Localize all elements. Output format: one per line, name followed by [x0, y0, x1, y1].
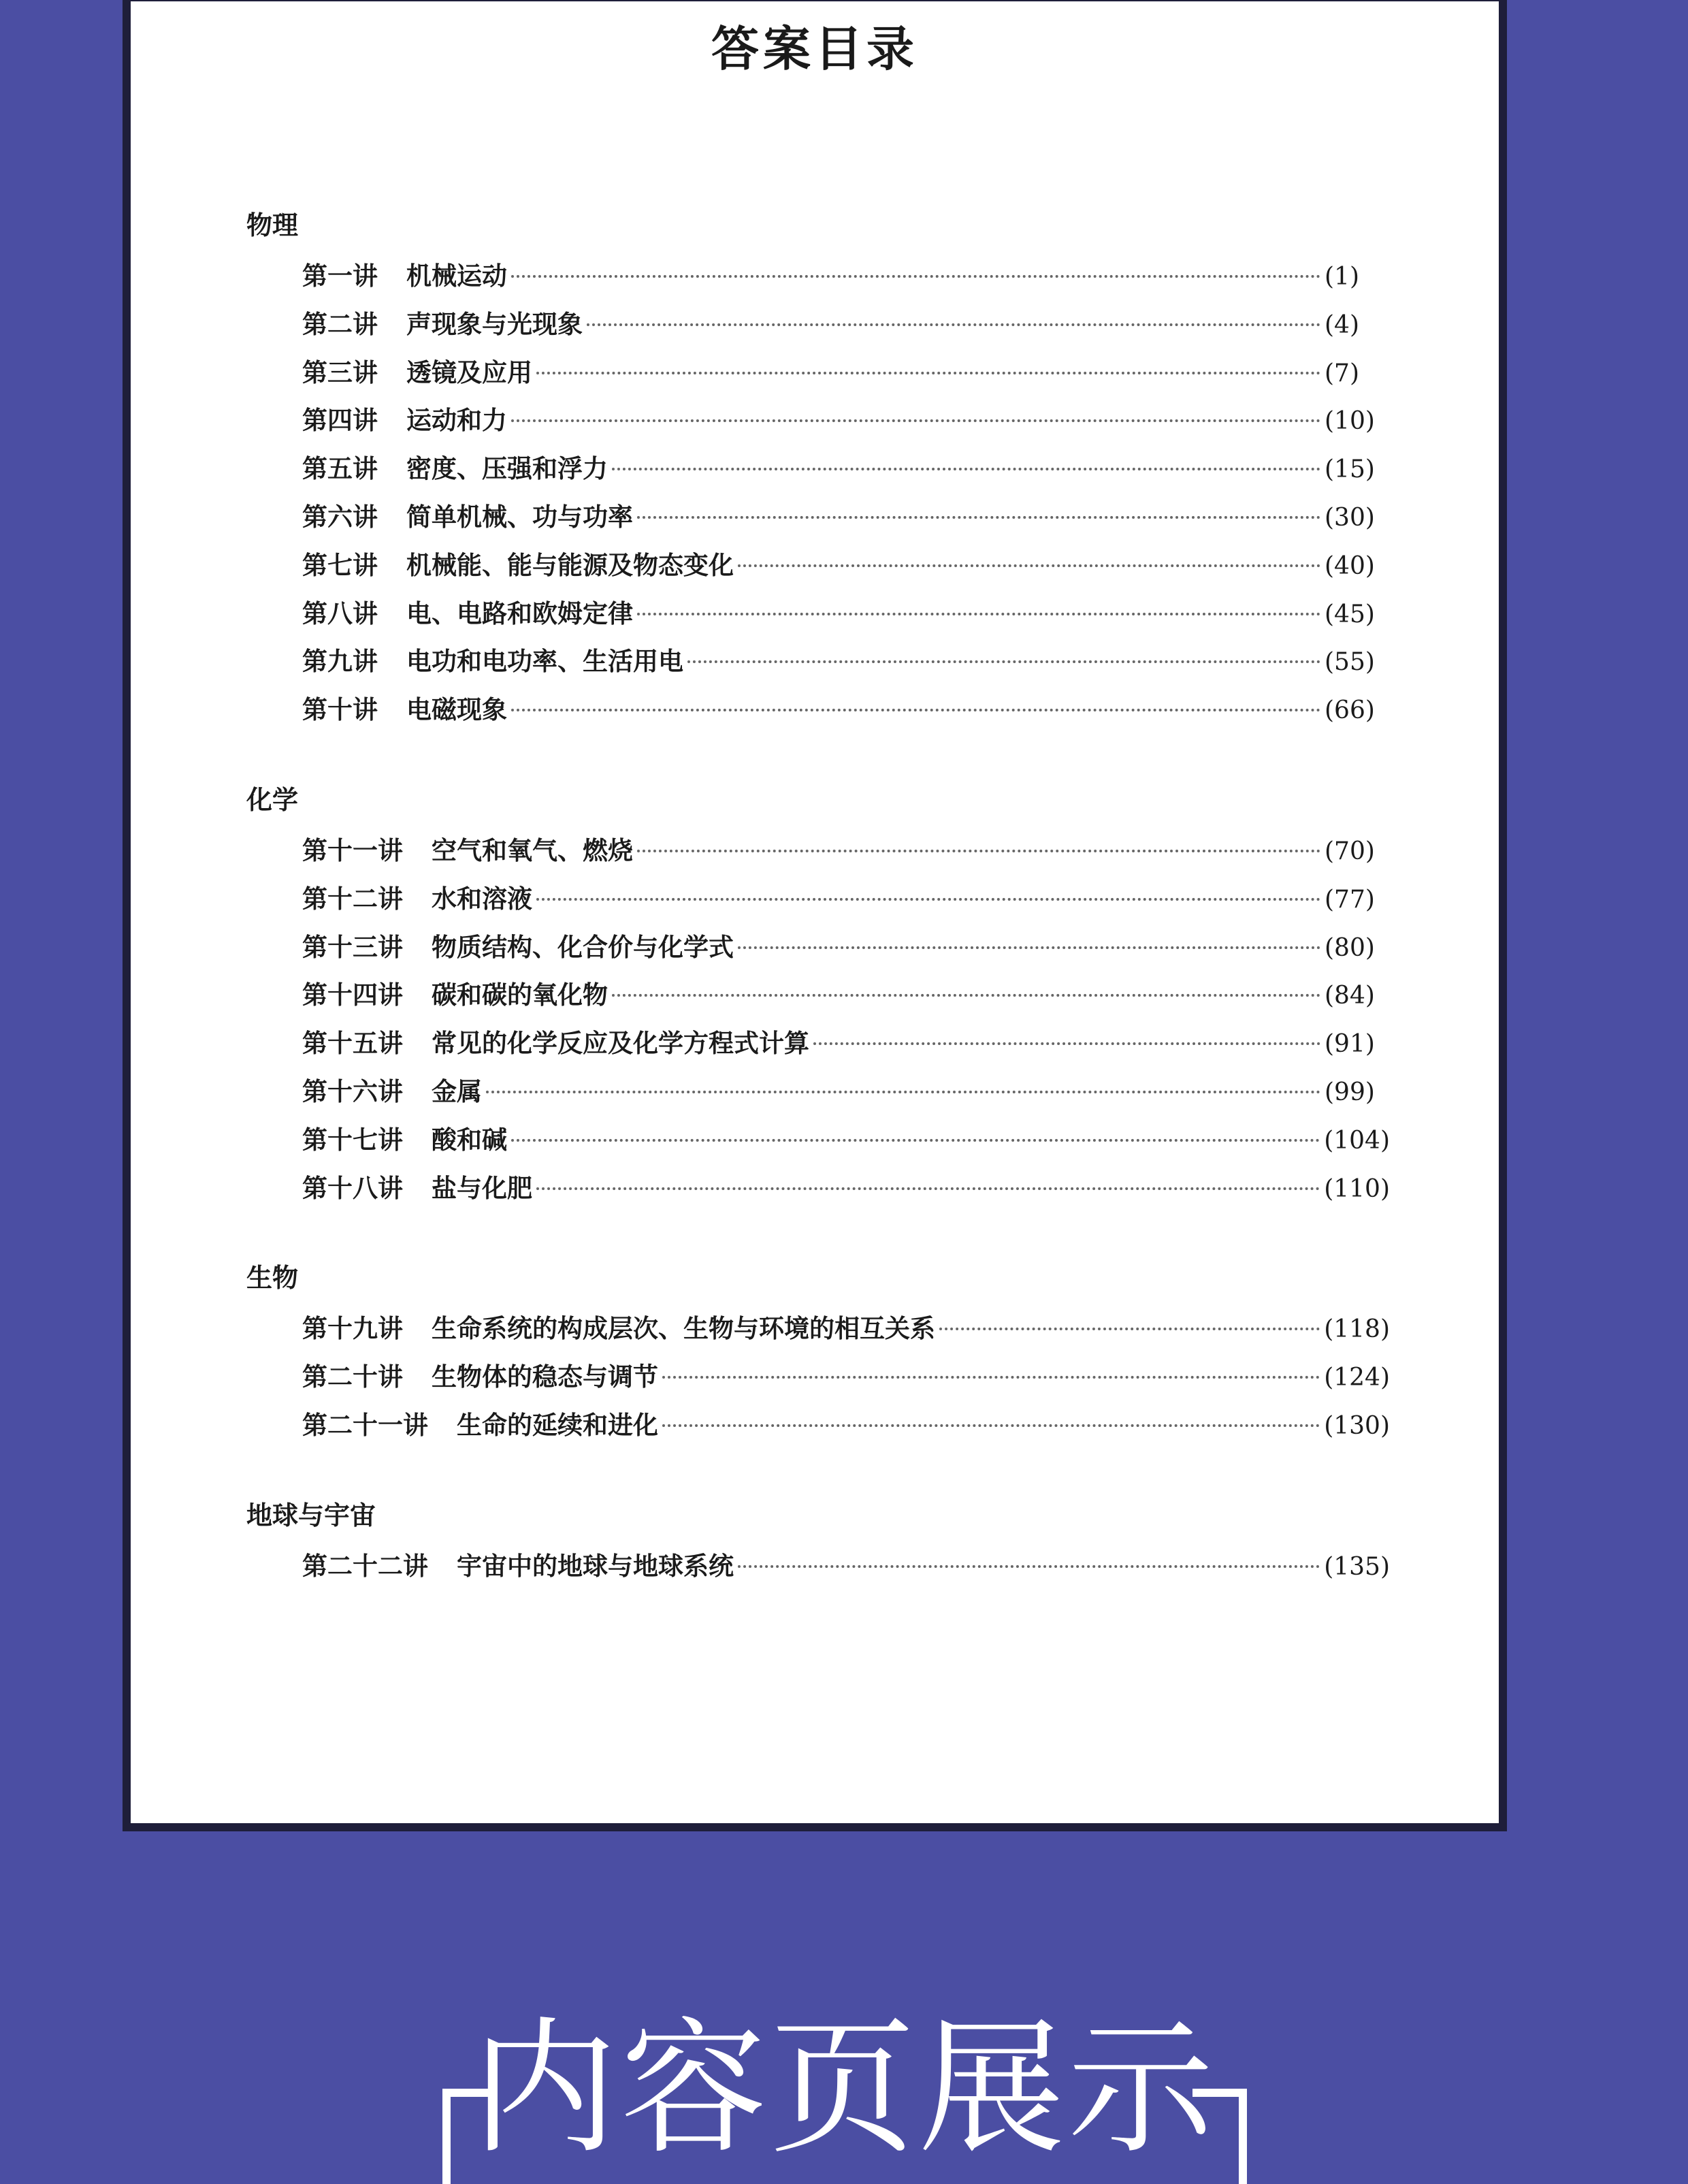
entry-topic: 生命系统的构成层次、生物与环境的相互关系	[432, 1313, 935, 1344]
entry-page-number: (77)	[1325, 885, 1375, 914]
banner-text: 内容页展示	[471, 2003, 1217, 2174]
entry-lecture: 第二十二讲	[302, 1550, 428, 1581]
entry-page-number: (130)	[1324, 1411, 1390, 1440]
entry-topic: 水和溶液	[432, 883, 532, 914]
page-title: 答案目录	[711, 21, 918, 77]
dot-leader	[637, 613, 1320, 615]
toc-entry[interactable]	[246, 1542, 1390, 1590]
entry-lecture: 第六讲	[302, 501, 378, 532]
entry-page-number: (135)	[1324, 1552, 1390, 1581]
entry-lecture: 第十讲	[302, 694, 378, 725]
right-bracket-decoration	[1192, 2089, 1247, 2184]
entry-page-number: (124)	[1324, 1364, 1390, 1392]
entry-page-number: (70)	[1325, 837, 1375, 865]
section-title: 地球与宇宙	[246, 1499, 376, 1530]
toc-entry[interactable]	[246, 826, 1390, 875]
toc-entry[interactable]	[246, 637, 1390, 686]
dot-leader	[662, 1376, 1320, 1379]
entry-lecture: 第十四讲	[302, 980, 403, 1010]
entry-page-number: (15)	[1325, 455, 1375, 484]
entry-topic: 电磁现象	[406, 694, 507, 725]
section-earth-and-universe	[246, 1496, 1390, 1590]
dot-leader	[637, 516, 1320, 519]
dot-leader	[738, 564, 1320, 567]
dot-leader	[612, 468, 1320, 470]
entry-lecture: 第十六讲	[302, 1076, 403, 1106]
dot-leader	[587, 323, 1320, 326]
dot-leader	[511, 419, 1320, 422]
entry-page-number: (4)	[1325, 310, 1359, 339]
dot-leader	[536, 372, 1320, 374]
toc-entry[interactable]	[246, 1304, 1390, 1353]
entry-page-number: (7)	[1325, 359, 1359, 387]
footer-banner	[0, 2002, 1688, 2174]
entry-topic: 金属	[432, 1076, 482, 1106]
entry-page-number: (110)	[1324, 1174, 1390, 1203]
toc-entry[interactable]	[246, 493, 1390, 541]
entry-page-number: (104)	[1324, 1126, 1390, 1155]
entry-topic: 声现象与光现象	[406, 308, 583, 339]
entry-lecture: 第四讲	[302, 405, 378, 436]
toc-entry[interactable]	[246, 923, 1390, 971]
dot-leader	[738, 1565, 1320, 1568]
entry-lecture: 第三讲	[302, 357, 378, 387]
entry-topic: 机械运动	[406, 261, 507, 291]
dot-leader	[536, 1187, 1320, 1190]
entry-lecture: 第二十一讲	[302, 1409, 428, 1440]
entry-page-number: (84)	[1325, 982, 1375, 1010]
toc-entry[interactable]	[246, 1019, 1390, 1067]
dot-leader	[662, 1424, 1320, 1427]
entry-page-number: (10)	[1325, 407, 1375, 436]
entry-lecture: 第十五讲	[302, 1028, 403, 1059]
entry-topic: 机械能、能与能源及物态变化	[406, 549, 734, 580]
toc-entry[interactable]	[246, 349, 1390, 397]
toc-entry[interactable]	[246, 590, 1390, 638]
entry-topic: 密度、压强和浮力	[406, 453, 608, 484]
entry-lecture: 第七讲	[302, 549, 378, 580]
entry-topic: 酸和碱	[432, 1124, 507, 1155]
toc-entry[interactable]	[246, 1067, 1390, 1116]
entry-page-number: (55)	[1325, 648, 1375, 677]
entry-topic: 电功和电功率、生活用电	[406, 646, 683, 677]
entry-lecture: 第十七讲	[302, 1124, 403, 1155]
dot-leader	[511, 1139, 1320, 1142]
entry-topic: 简单机械、功与功率	[406, 501, 633, 532]
entry-topic: 宇宙中的地球与地球系统	[457, 1550, 734, 1581]
section-physics	[246, 206, 1390, 734]
entry-page-number: (45)	[1325, 600, 1375, 628]
entry-topic: 生命的延续和进化	[457, 1409, 658, 1440]
section-title: 化学	[246, 784, 299, 815]
entry-topic: 电、电路和欧姆定律	[406, 598, 633, 628]
entry-topic: 碳和碳的氧化物	[432, 980, 608, 1010]
toc-entry[interactable]	[246, 1164, 1390, 1213]
toc-entry[interactable]	[246, 1401, 1390, 1449]
entry-lecture: 第十八讲	[302, 1172, 403, 1203]
entry-lecture: 第二讲	[302, 308, 378, 339]
dot-leader	[738, 946, 1320, 949]
entry-page-number: (1)	[1325, 263, 1359, 291]
dot-leader	[486, 1091, 1320, 1093]
entry-page-number: (118)	[1324, 1315, 1390, 1344]
entry-page-number: (99)	[1325, 1078, 1375, 1106]
entry-lecture: 第八讲	[302, 598, 378, 628]
entry-lecture: 第二十讲	[302, 1362, 403, 1392]
dot-leader	[511, 275, 1320, 278]
entry-topic: 物质结构、化合价与化学式	[432, 931, 734, 962]
entry-page-number: (91)	[1325, 1030, 1375, 1059]
section-biology	[246, 1258, 1390, 1449]
entry-page-number: (30)	[1325, 503, 1375, 532]
entry-lecture: 第十一讲	[302, 835, 403, 865]
toc-entry[interactable]	[246, 1353, 1390, 1401]
entry-page-number: (40)	[1325, 551, 1375, 580]
entry-page-number: (66)	[1325, 696, 1375, 725]
entry-topic: 常见的化学反应及化学方程式计算	[432, 1028, 809, 1059]
dot-leader	[939, 1328, 1320, 1330]
entry-topic: 盐与化肥	[432, 1172, 532, 1203]
entry-lecture: 第一讲	[302, 261, 378, 291]
toc-entry[interactable]	[246, 445, 1390, 493]
entry-topic: 空气和氧气、燃烧	[432, 835, 633, 865]
entry-lecture: 第五讲	[302, 453, 378, 484]
entry-lecture: 第十二讲	[302, 883, 403, 914]
entry-topic: 透镜及应用	[406, 357, 532, 387]
entry-lecture: 第十九讲	[302, 1313, 403, 1344]
toc-entry[interactable]	[246, 686, 1390, 734]
toc-entry[interactable]	[246, 971, 1390, 1019]
toc-entry[interactable]	[246, 875, 1390, 923]
entry-topic: 生物体的稳态与调节	[432, 1362, 658, 1392]
entry-lecture: 第九讲	[302, 646, 378, 677]
toc-entry[interactable]	[246, 1116, 1390, 1164]
dot-leader	[687, 660, 1320, 663]
section-title: 物理	[246, 210, 299, 240]
dot-leader	[511, 709, 1320, 711]
toc-entry[interactable]	[246, 396, 1390, 445]
entry-lecture: 第十三讲	[302, 931, 403, 962]
entry-topic: 运动和力	[406, 405, 507, 436]
dot-leader	[637, 850, 1320, 852]
dot-leader	[813, 1042, 1320, 1045]
section-chemistry	[246, 780, 1390, 1212]
toc-entry[interactable]	[246, 541, 1390, 590]
section-title: 生物	[246, 1262, 299, 1294]
dot-leader	[536, 898, 1320, 901]
toc-entry[interactable]	[246, 300, 1390, 349]
toc-page	[123, 0, 1507, 1831]
table-of-contents	[246, 206, 1390, 1637]
toc-entry[interactable]	[246, 252, 1390, 300]
dot-leader	[612, 994, 1320, 997]
entry-page-number: (80)	[1325, 933, 1375, 962]
